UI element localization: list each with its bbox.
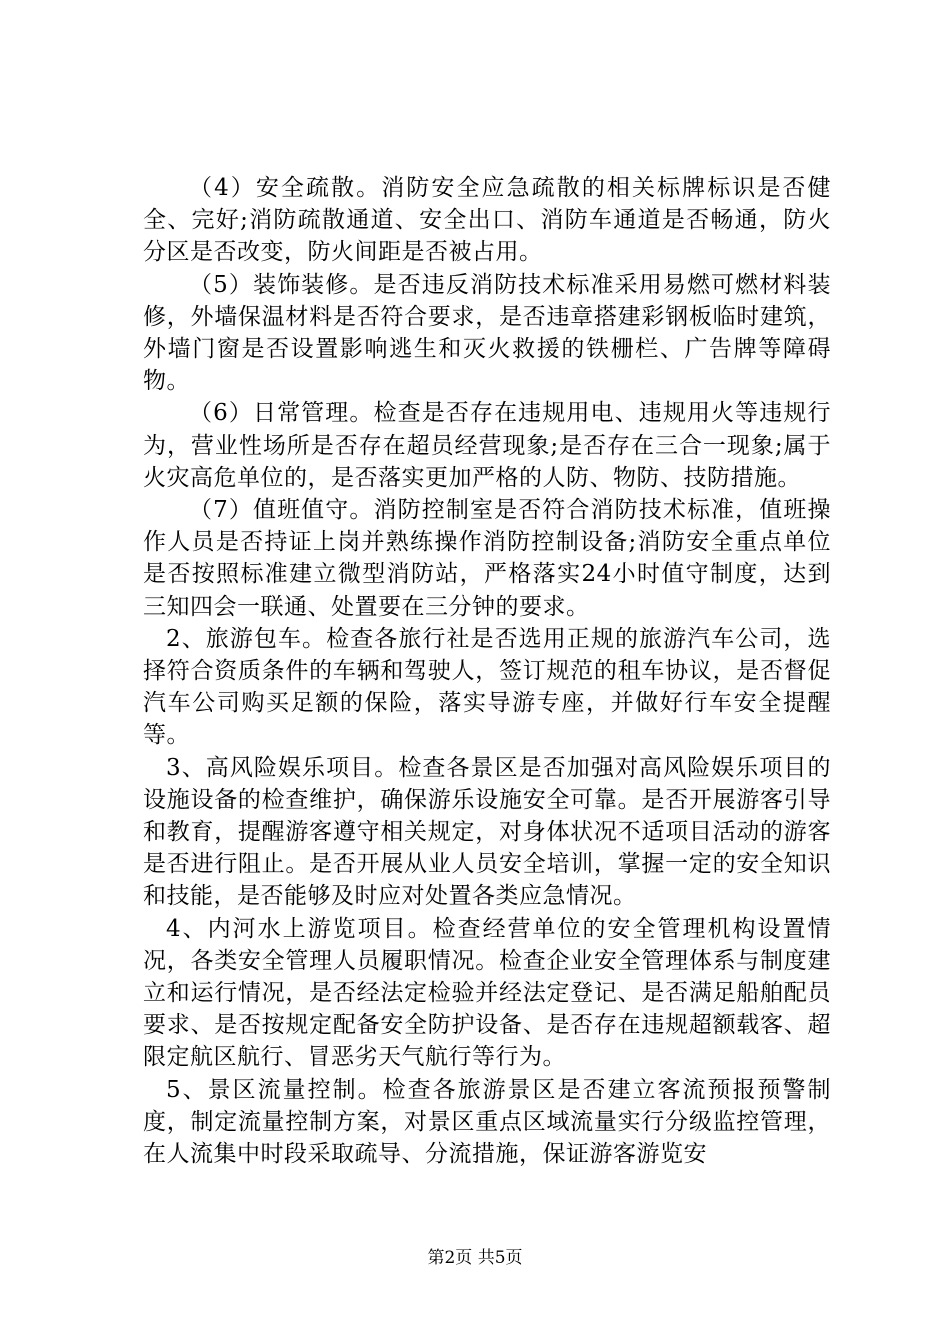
paragraph-inland-water-tour: 4、内河水上游览项目。检查经营单位的安全管理机构设置情况，各类安全管理人员履职情况。检查企业安全管理体系与制度建立和运行情况，是否经法定检验并经法定登记、是否满足船舶配员要求、是否按规定配备安全防护设备、是否存在违规超额载客、超限定航区航行、冒恶劣天气航行等行为。 <box>143 915 831 1071</box>
paragraph-decoration: （5）装饰装修。是否违反消防技术标准采用易燃可燃材料装修，外墙保温材料是否符合要求，是否违章搭建彩钢板临时建筑，外墙门窗是否设置影响逃生和灭火救援的铁栅栏、广告牌等障碍物。 <box>143 271 831 395</box>
paragraph-safety-evacuation: （4）安全疏散。消防安全应急疏散的相关标牌标识是否健全、完好;消防疏散通道、安全出口、消防车通道是否畅通，防火分区是否改变，防火间距是否被占用。 <box>143 175 831 266</box>
page-number-footer: 第2页 共5页 <box>427 1248 523 1268</box>
paragraph-duty-watch: （7）值班值守。消防控制室是否符合消防技术标准，值班操作人员是否持证上岗并熟练操作消防控制设备;消防安全重点单位是否按照标准建立微型消防站，严格落实24小时值守制度，达到三知四会一联通、处置要在三分钟的要求。 <box>143 497 831 620</box>
document-body <box>143 172 831 1170</box>
paragraph-scenic-flow-control: 5、景区流量控制。检查各旅游景区是否建立客流预报预警制度，制定流量控制方案，对景区重点区域流量实行分级监控管理，在人流集中时段采取疏导、分流措施，保证游客游览安 <box>143 1076 831 1168</box>
paragraph-tour-bus: 2、旅游包车。检查各旅行社是否选用正规的旅游汽车公司，选择符合资质条件的车辆和驾驶人，签订规范的租车协议，是否督促汽车公司购买足额的保险，落实导游专座，并做好行车安全提醒等。 <box>143 625 831 749</box>
paragraph-high-risk-entertainment: 3、高风险娱乐项目。检查各景区是否加强对高风险娱乐项目的设施设备的检查维护，确保游乐设施安全可靠。是否开展游客引导和教育，提醒游客遵守相关规定，对身体状况不适项目活动的游客是否进行阻止。是否开展从业人员安全培训，掌握一定的安全知识和技能，是否能够及时应对处置各类应急情况。 <box>143 754 831 910</box>
paragraph-daily-management: （6）日常管理。检查是否存在违规用电、违规用火等违规行为，营业性场所是否存在超员经营现象;是否存在三合一现象;属于火灾高危单位的，是否落实更加严格的人防、物防、技防措施。 <box>143 400 831 491</box>
